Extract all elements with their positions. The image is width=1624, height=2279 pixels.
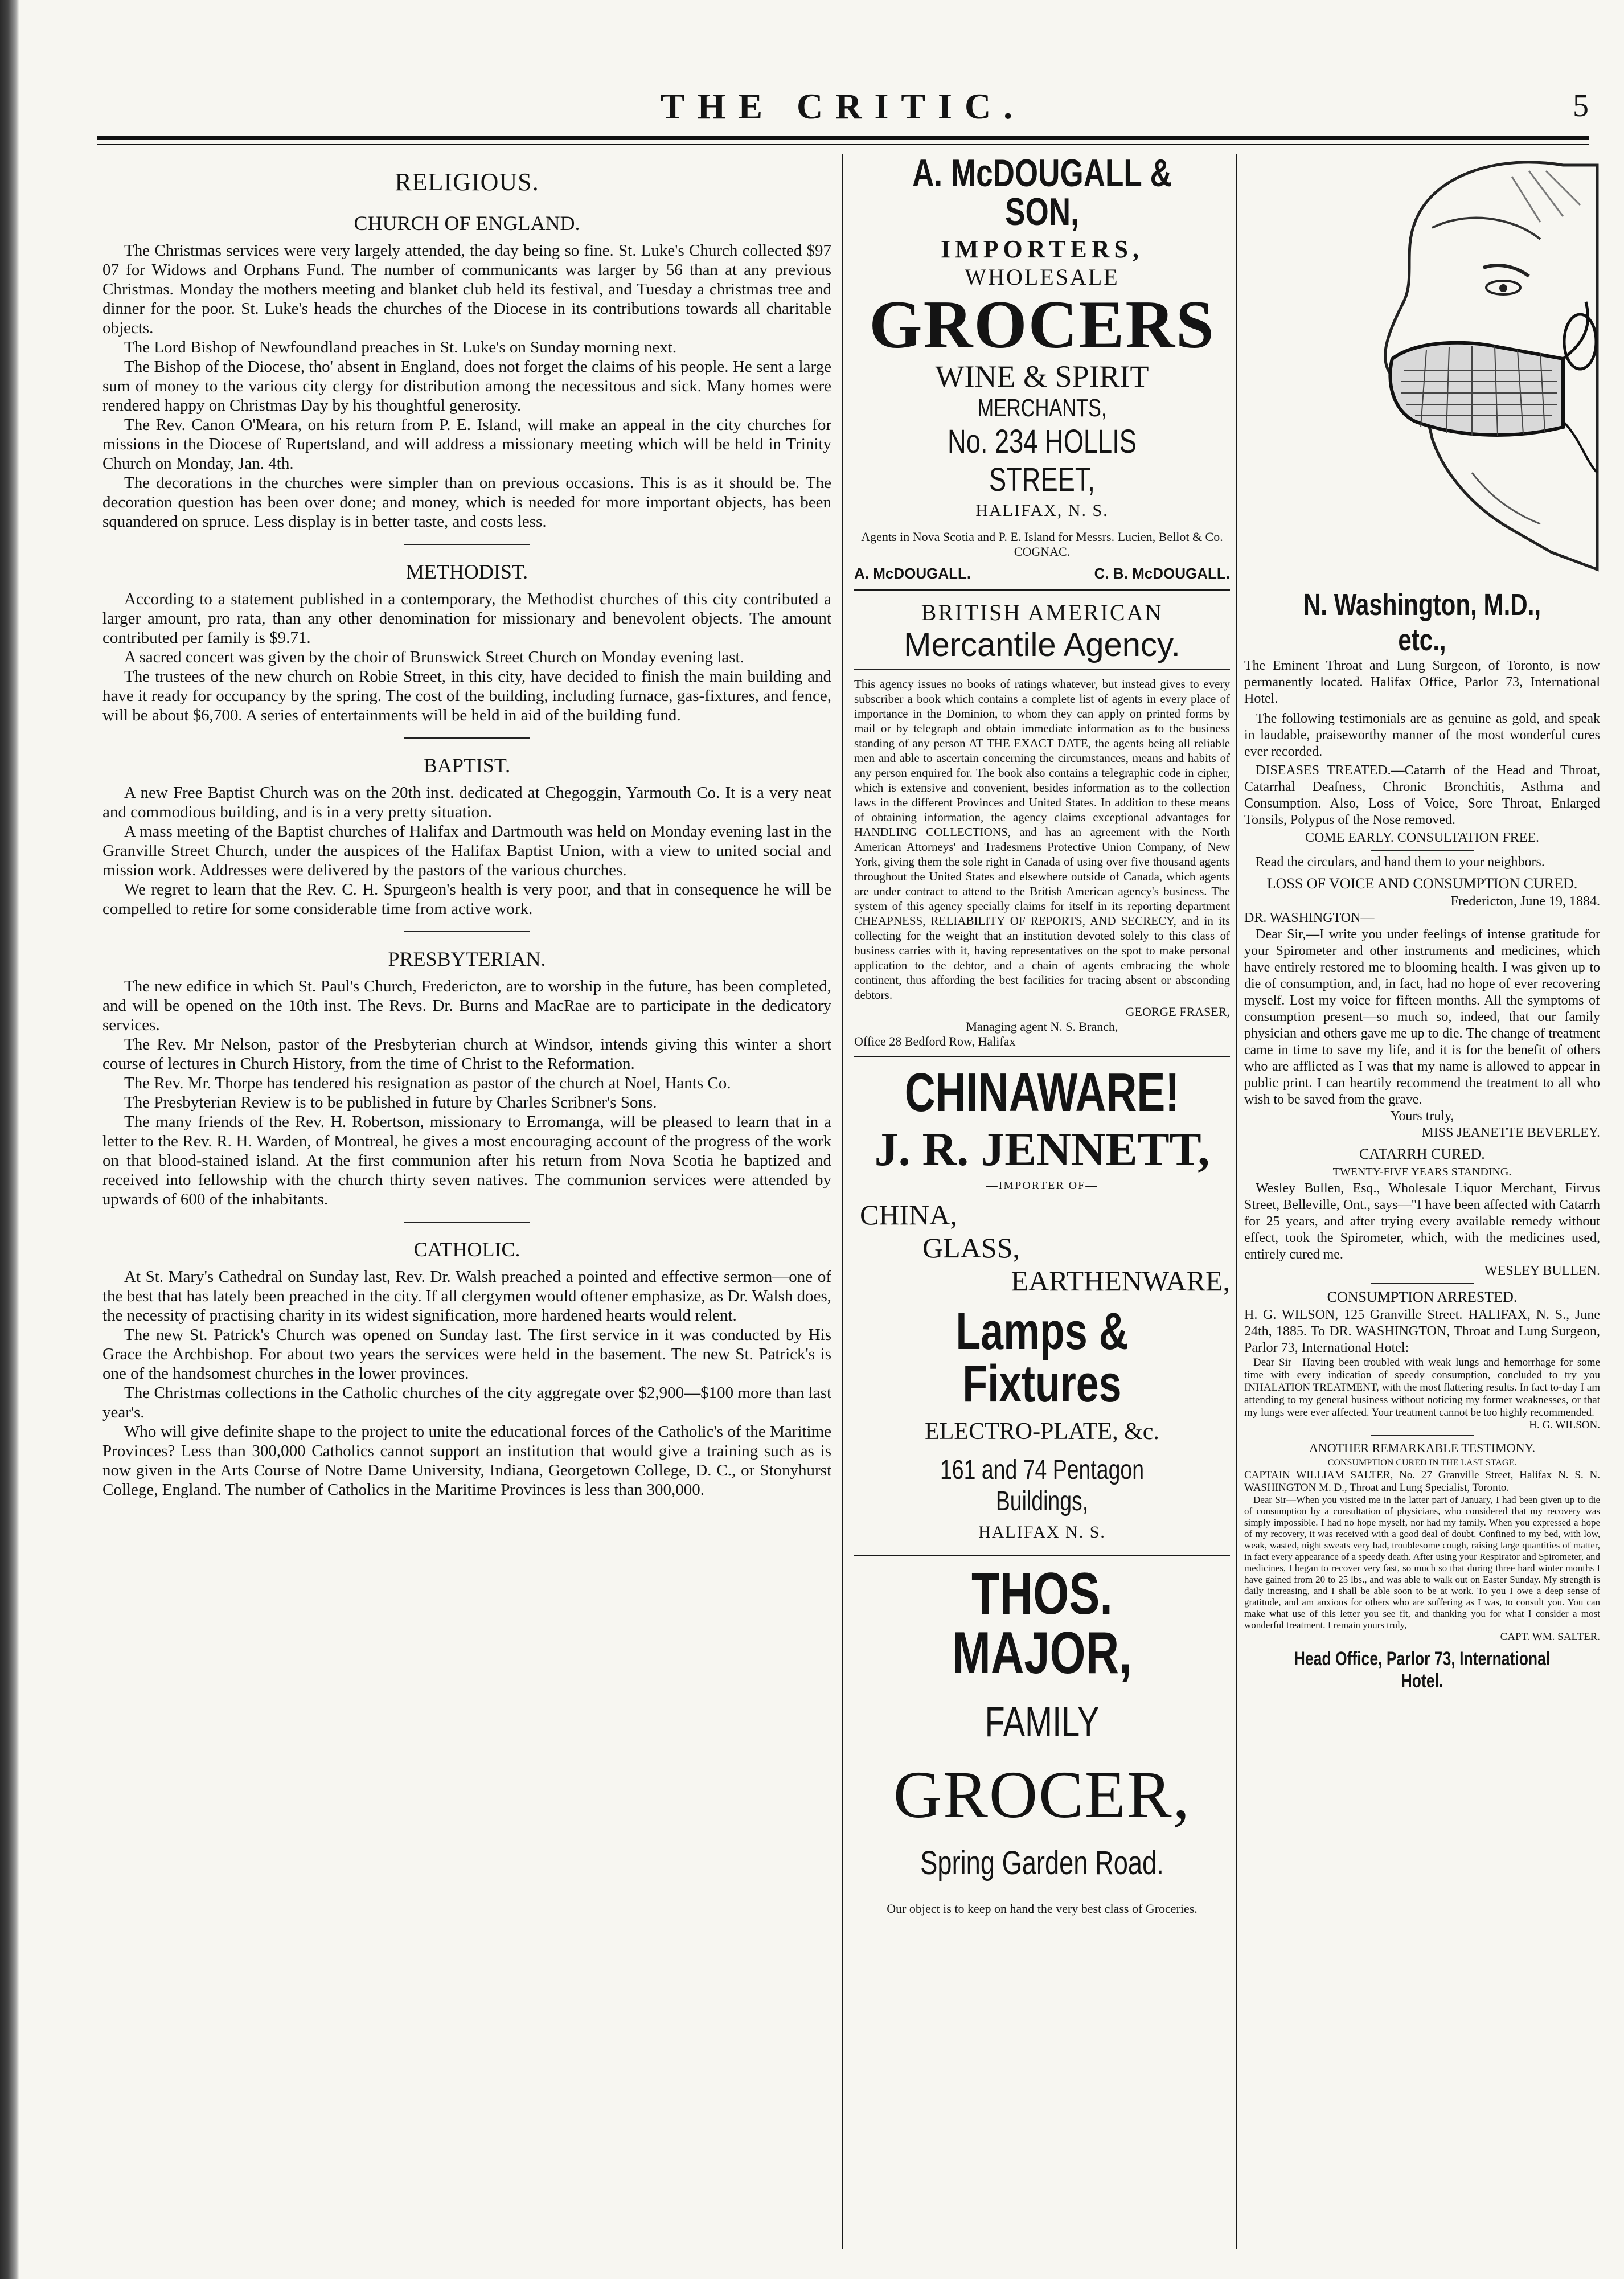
article-paragraph: The Lord Bishop of Newfoundland preaches in St. Luke's on Sunday morning next.: [124, 338, 677, 356]
washington-name: N. Washington, M.D., etc.,: [1303, 588, 1541, 657]
article-paragraph: The Bishop of the Diocese, tho' absent in England, does not forget the claims of his people. He sent a large sum of money to the various city clergy for distribution among the necessitous and sick. Many homes were rendered happy on Christmas Day by his thoughtful generosity.: [102, 358, 831, 415]
t3-body: Dear Sir—Having been troubled with weak lungs and hemorrhage for some time with every indication of speedy consumption, concluded to try you INHALATION TREATMENT, with the most flattering results. In fact to-day I am attending to my general business without noticing my former weaknesses, or that my lungs were ever affected. Your treatment cannot be too highly recommended.: [1244, 1356, 1600, 1419]
article-paragraph: At St. Mary's Cathedral on Sunday last, Rev. Dr. Walsh preached a pointed and effective sermon—one of the best that has lately been preached in the city. If all clergymen would oftener emphasize, as Dr. Walsh does, the necessity of practising charity in its widest signification, more hardened hearts would relent.: [102, 1268, 831, 1325]
mcdougall-grocers: GROCERS: [869, 286, 1215, 362]
mcdougall-address: No. 234 HOLLIS STREET,: [948, 423, 1137, 498]
agency-signer: GEORGE FRASER,: [1125, 1005, 1230, 1019]
religious-column: [102, 154, 831, 2249]
article-paragraph: The many friends of the Rev. H. Robertson, missionary to Erromanga, will be pleased to learn that in a letter to the Rev. R. H. Warden, of Montreal, he gives a most encouraging account of the progress of the work on that blood-stained island. At the first communion after his return from Nova Scotia he baptized and received into fellowship with the church thirty seven natives. The communion services were attended by upwards of 600 of the inhabitants.: [102, 1113, 831, 1208]
mcdougall-agents: Agents in Nova Scotia and P. E. Island for Messrs. Lucien, Bellot & Co. COGNAC.: [861, 530, 1223, 559]
masthead: [97, 85, 1589, 131]
jennett-earthenware: EARTHENWARE,: [1011, 1265, 1230, 1297]
newspaper-title: THE CRITIC.: [660, 86, 1026, 126]
jennett-china: CHINA,: [860, 1199, 957, 1231]
t2-title: CATARRH CURED.: [1359, 1146, 1485, 1162]
jennett-lamps: Lamps & Fixtures: [955, 1302, 1129, 1413]
washington-intro: The Eminent Throat and Lung Surgeon, of Toronto, is now permanently located. Halifax Office, Parlor 73, International Hotel.: [1244, 658, 1600, 706]
mcdougall-ad: [854, 154, 1230, 591]
article-paragraph: The trustees of the new church on Robie Street, in this city, have decided to finish the main building and have it ready for occupancy by the spring. The cost of the building, including furnace, gas-fixtures, and fence, will be about $6,700. A series of entertainments will be held in aid of the building fund.: [102, 667, 831, 724]
article-paragraph: The Christmas collections in the Catholic churches of the city aggregate over $2,900—$100 more than last year's.: [102, 1384, 831, 1421]
washington-rule: [1371, 850, 1474, 851]
article-paragraph: The new edifice in which St. Paul's Church, Fredericton, are to worship in the future, has been completed, and will be opened on the 10th inst. The Revs. Dr. Burns and MacRae are to participate in the dedicatory services.: [102, 977, 831, 1034]
washington-diseases: DISEASES TREATED.—Catarrh of the Head and Throat, Catarrhal Deafness, Chronic Bronchitis, Asthma and Consumption. Also, Loss of Voice, Sore Throat, Enlarged Tonsils, Polypus of the Nose removed.: [1244, 763, 1600, 827]
section-divider: [404, 1222, 530, 1223]
washington-rule-2: [1371, 1283, 1474, 1284]
agency-ad: [854, 599, 1230, 1057]
major-grocer: GROCER,: [893, 1757, 1191, 1832]
column-divider-2: [1236, 154, 1237, 2249]
mcdougall-wine: WINE & SPIRIT: [935, 359, 1149, 394]
mcdougall-importers: IMPORTERS,: [941, 235, 1143, 263]
t4-sub: CONSUMPTION CURED IN THE LAST STAGE.: [1327, 1458, 1517, 1468]
washington-footer: Head Office, Parlor 73, International Hotel.: [1294, 1648, 1551, 1692]
page-number: 5: [1573, 88, 1589, 124]
section-divider: [404, 544, 530, 545]
mcdougall-name: A. McDOUGALL & SON,: [912, 154, 1172, 233]
agency-body: This agency issues no books of ratings whatever, but instead gives to every subscriber a book which contains a complete list of agents in every place of importance in the Dominion, to whom they can apply on printed forms by mail or by telegraph and obtain immediate information as to the business standing of any person AT THE EXACT DATE, the agents being all reliable men and able to ascertain concerning the circumstances, means and habits of any person enquired for. The book also contains a telegraphic code in cipher, which is extensive and convenient, besides information as to the collection laws in the different Provinces and United States. In addition to these means of obtaining information, the agency claims exceptional advantages for HANDLING COLLECTIONS, and has an agreement with the North American Attorneys' and Tradesmens Protective Union Company, of New York, giving them the sole right in Canada of using over five thousand agents throughout the United States and elsewhere outside of Canada, which agents are under contract to attend to the British American agency's business. The system of this agency specially claims for itself in its reporting department CHEAPNESS, RELIABILITY OF REPORTS, AND SECRECY, and in its collecting for the weight that an institution devoted solely to this class of business carries with it, having representatives on the spot to make personal application to the debtor, and a chain of agents embracing the whole continent, thus affording the best facilities for tracing absent or absconding debtors.: [854, 677, 1230, 1002]
t1-to: DR. WASHINGTON—: [1244, 911, 1375, 925]
t1-title: LOSS OF VOICE AND CONSUMPTION CURED.: [1266, 875, 1578, 892]
mcdougall-merchants: MERCHANTS,: [977, 394, 1107, 422]
major-ad: [854, 1561, 1230, 1916]
article-paragraph: Who will give definite shape to the project to unite the educational forces of the Catholic's of the Maritime Provinces? Less than 300,000 Catholics cannot support an institution that would give a training such as is now given in the Arts Course of Notre Dame University, Indiana, Georgetown College, D. C., or Stonyhurst College, England. The number of Catholics in the Maritime Provinces is less than 300,000.: [102, 1423, 831, 1499]
jennett-plate: ELECTRO-PLATE, &c.: [925, 1419, 1159, 1445]
t3-sign: H. G. WILSON.: [1529, 1419, 1600, 1431]
t3-head: H. G. WILSON, 125 Granville Street. HALIFAX, N. S., June 24th, 1885. To DR. WASHINGTON, Throat and Lung Surgeon, Parlor 73, International Hotel:: [1244, 1307, 1600, 1355]
mcdougall-partner-1: A. McDOUGALL.: [854, 565, 971, 582]
column-divider-1: [842, 154, 843, 2249]
religious-sections: [102, 211, 831, 1499]
t4-title: ANOTHER REMARKABLE TESTIMONY.: [1309, 1441, 1536, 1455]
major-family: FAMILY: [985, 1698, 1100, 1745]
t2-sign: WESLEY BULLEN.: [1484, 1264, 1600, 1278]
mcdougall-partner-2: C. B. McDOUGALL.: [1094, 565, 1230, 582]
major-name: THOS. MAJOR,: [952, 1561, 1132, 1686]
jennett-city: HALIFAX N. S.: [978, 1523, 1106, 1542]
section-title: METHODIST.: [405, 560, 528, 583]
section-title: CATHOLIC.: [413, 1238, 520, 1261]
page-edge-shadow: [0, 0, 19, 2279]
article-paragraph: The new St. Patrick's Church was opened on Sunday last. The first service in it was conducted by His Grace the Archbishop. For about two years the services were held in the basement. The new St. Patrick's is one of the handsomest churches in the lower provinces.: [102, 1326, 831, 1383]
article-paragraph: The Rev. Mr Nelson, pastor of the Presbyterian church at Windsor, intends giving this winter a short course of lectures in Church History, from the time of Christ to the Reformation.: [102, 1035, 831, 1073]
jennett-glass: GLASS,: [922, 1232, 1020, 1264]
article-paragraph: A mass meeting of the Baptist churches of Halifax and Dartmouth was held on Monday evening last in the Granville Street Church, under the auspices of the Halifax Baptist Union, with a view to united social and mission work. Addresses were delivered by the pastors of the various churches.: [102, 822, 831, 879]
masthead-rule-thin: [97, 144, 1589, 145]
t1-sign: MISS JEANETTE BEVERLEY.: [1421, 1125, 1600, 1140]
agency-office: Office 28 Bedford Row, Halifax: [854, 1034, 1016, 1048]
agency-line-2: Mercantile Agency.: [904, 626, 1180, 663]
washington-rule-3: [1371, 1435, 1474, 1436]
masthead-rule: [97, 136, 1589, 140]
article-paragraph: The Christmas services were very largely attended, the day being so fine. St. Luke's Church collected $97 07 for Widows and Orphans Fund. The number of communicants was larger by 56 than at any previous Christmas. Monday the mothers meeting and blanket club held its festival, and Tuesday a christmas tree and dinner for the poor. St. Luke's heads the churches of the Diocese in its contributions towards all charitable objects.: [102, 241, 831, 337]
jennett-importer: —IMPORTER OF—: [986, 1179, 1098, 1192]
section-title: CHURCH OF ENGLAND.: [354, 212, 580, 235]
article-paragraph: A sacred concert was given by the choir of Brunswick Street Church on Monday evening last.: [124, 648, 744, 666]
article-paragraph: The decorations in the churches were simpler than on previous occasions. This is as it should be. The decoration question has been over done; and money, which is needed for more important objects, has been squandered on spruce. Less display is in better taste, and costs less.: [102, 474, 831, 531]
t3-title: CONSUMPTION ARRESTED.: [1327, 1289, 1518, 1305]
t2-body: Wesley Bullen, Esq., Wholesale Liquor Merchant, Firvus Street, Belleville, Ont., says—"I have been affected with Catarrh for 25 years, and after trying every available remedy without effect, took the Spirometer, which, with the medicines used, entirely cured me.: [1244, 1181, 1600, 1262]
mcdougall-wholesale: WHOLESALE: [965, 264, 1119, 290]
t4-sign: CAPT. WM. SALTER.: [1500, 1631, 1600, 1643]
agency-role: Managing agent N. S. Branch,: [966, 1019, 1118, 1034]
jennett-address: 161 and 74 Pentagon Buildings,: [940, 1455, 1145, 1516]
t1-body: Dear Sir,—I write you under feelings of intense gratitude for your Spirometer and other instruments and medicines, which have entirely restored me to blooming health. I was given up to die of consumption, and, in fact, had no hope of ever recovering myself. Lost my voice for fifteen months. All the symptoms of consumption present—so much so, indeed, that our family physician and others gave me up to die. The change of treatment came in time to save my life, and it is for the benefit of others who are afflicted as I was that my name is allowed to appear in public print. I can heartily recommend the treatment to all who wish to be saved from the grave.: [1244, 927, 1600, 1107]
section-divider: [404, 737, 530, 739]
jennett-headline: CHINAWARE!: [904, 1062, 1180, 1123]
t2-sub: TWENTY-FIVE YEARS STANDING.: [1332, 1166, 1512, 1178]
agency-line-1: BRITISH AMERICAN: [921, 600, 1163, 625]
jennett-ad: [854, 1062, 1230, 1556]
religious-heading: RELIGIOUS.: [395, 168, 539, 196]
article-paragraph: The Rev. Canon O'Meara, on his return from P. E. Island, will make an appeal in the city churches for missions in the Diocese of Rupertsland, and will address a missionary meeting which will be held in Trinity Church on Monday, Jan. 4th.: [102, 416, 831, 473]
major-footer: Our object is to keep on hand the very best class of Groceries.: [887, 1901, 1198, 1916]
article-paragraph: The Presbyterian Review is to be published in future by Charles Scribner's Sons.: [124, 1093, 657, 1112]
major-street: Spring Garden Road.: [920, 1844, 1164, 1882]
article-paragraph: The Rev. Mr. Thorpe has tendered his resignation as pastor of the church at Noel, Hants Co.: [124, 1074, 731, 1092]
doctor-portrait-illustration: [1244, 154, 1600, 581]
t4-head: CAPTAIN WILLIAM SALTER, No. 27 Granville Street, Halifax N. S. N. WASHINGTON M. D., Throat and Lung Specialist, Toronto.: [1244, 1469, 1600, 1494]
t4-body: Dear Sir—When you visited me in the latter part of January, I had been given up to die of consumption by a consultation of physicians, who considered that my recovery was simply impossible. I had no hope myself, nor had my family. When you expressed a hope of my recovery, it was received with a good deal of doubt. Confined to my bed, with low, weak, wasted, night sweats very bad, troublesome cough, raising large quantities of matter, in fact every appearance of a speedy death. After using your Respirator and Spirometer, and medicines, I began to recover very fast, so much so that during three hard winter months I have gained from 20 to 25 lbs., and was able to walk out on Easter Sunday. My strength is daily increasing, and I shall be able soon to be at work. To you I owe a deep sense of gratitude, and am anxious for others who are suffering as I was, to consult you. You can make what use of this letter you see fit, and thanking you for what I consider a most wonderful treatment. I remain yours truly,: [1244, 1494, 1600, 1630]
section-title: PRESBYTERIAN.: [388, 948, 546, 970]
article-paragraph: A new Free Baptist Church was on the 20th inst. dedicated at Chegoggin, Yarmouth Co. It is a very neat and commodious building, and is in a very pretty situation.: [102, 784, 831, 821]
washington-come-early: COME EARLY. CONSULTATION FREE.: [1305, 830, 1540, 845]
article-paragraph: According to a statement published in a contemporary, the Methodist churches of this city contributed a larger amount, pro rata, than any other denomination for missionary and benevolent objects. The amount contributed per family is $9.71.: [102, 590, 831, 647]
mcdougall-city: HALIFAX, N. S.: [975, 501, 1109, 520]
t1-close: Yours truly,: [1390, 1109, 1454, 1124]
article-paragraph: We regret to learn that the Rev. C. H. Spurgeon's health is very poor, and that in consequence he will be compelled to retire for some considerable time from active work.: [102, 880, 831, 918]
jennett-name: J. R. JENNETT,: [874, 1123, 1210, 1176]
washington-circulars: Read the circulars, and hand them to your neighbors.: [1256, 855, 1545, 870]
washington-column: [1244, 154, 1600, 2249]
section-title: BAPTIST.: [423, 754, 511, 777]
section-divider: [404, 931, 530, 932]
t1-date: Fredericton, June 19, 1884.: [1450, 894, 1600, 909]
washington-testimonial-note: The following testimonials are as genuine as gold, and speak in laudable, praiseworthy manner of the most wonderful cures ever recorded.: [1244, 711, 1600, 759]
agency-rule: [854, 669, 1230, 670]
ads-column: [854, 154, 1230, 2249]
